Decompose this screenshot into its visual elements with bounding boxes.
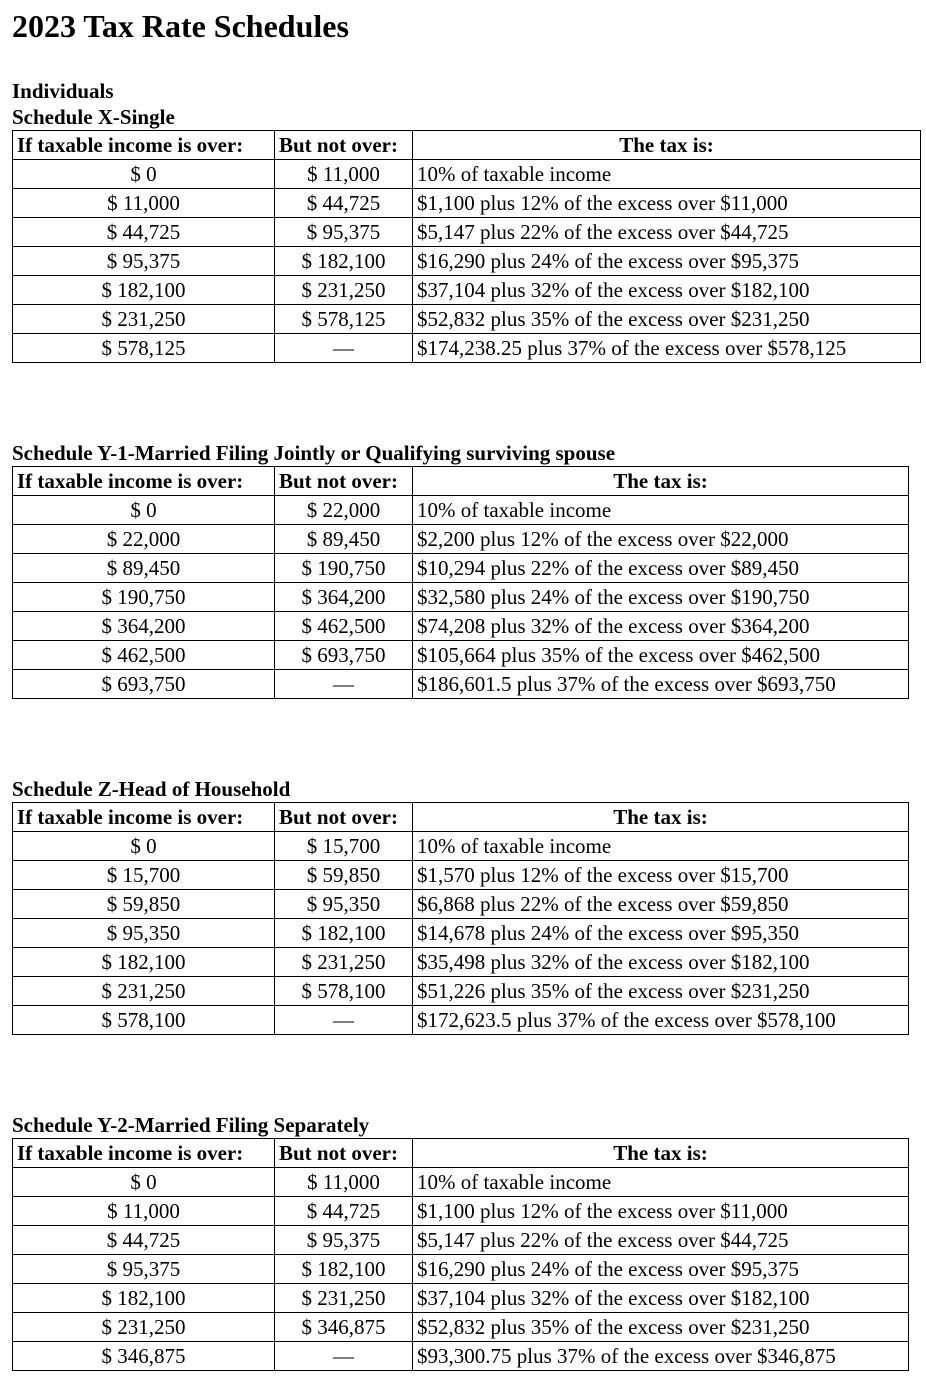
cell-not-over: — bbox=[275, 334, 413, 363]
cell-tax: $1,100 plus 12% of the excess over $11,000 bbox=[413, 189, 921, 218]
cell-not-over: — bbox=[275, 1006, 413, 1035]
cell-not-over: $ 182,100 bbox=[275, 1255, 413, 1284]
cell-tax: 10% of taxable income bbox=[413, 160, 921, 189]
table-row bbox=[13, 948, 909, 977]
cell-over: $ 15,700 bbox=[13, 861, 275, 890]
table-row bbox=[13, 305, 921, 334]
cell-not-over: $ 693,750 bbox=[275, 641, 413, 670]
cell-tax: 10% of taxable income bbox=[413, 496, 909, 525]
cell-not-over: $ 95,375 bbox=[275, 1226, 413, 1255]
cell-over: $ 182,100 bbox=[13, 1284, 275, 1313]
schedule-heading: Schedule Z-Head of Household bbox=[12, 777, 291, 801]
cell-tax: $186,601.5 plus 37% of the excess over $693,750 bbox=[413, 670, 909, 699]
cell-not-over: $ 231,250 bbox=[275, 276, 413, 305]
cell-not-over: $ 89,450 bbox=[275, 525, 413, 554]
cell-over: $ 364,200 bbox=[13, 612, 275, 641]
table-row bbox=[13, 160, 921, 189]
cell-over: $ 0 bbox=[13, 496, 275, 525]
cell-over: $ 59,850 bbox=[13, 890, 275, 919]
column-header-not-over: But not over: bbox=[275, 467, 413, 496]
table-header-row bbox=[13, 1139, 909, 1168]
cell-tax: $37,104 plus 32% of the excess over $182,100 bbox=[413, 276, 921, 305]
column-header-over: If taxable income is over: bbox=[13, 131, 275, 160]
cell-tax: 10% of taxable income bbox=[413, 1168, 909, 1197]
column-header-not-over: But not over: bbox=[275, 803, 413, 832]
cell-tax: $6,868 plus 22% of the excess over $59,850 bbox=[413, 890, 909, 919]
cell-not-over: $ 578,125 bbox=[275, 305, 413, 334]
table-row bbox=[13, 1313, 909, 1342]
table-row bbox=[13, 218, 921, 247]
table-row bbox=[13, 641, 909, 670]
cell-tax: $5,147 plus 22% of the excess over $44,725 bbox=[413, 218, 921, 247]
column-header-tax: The tax is: bbox=[413, 131, 921, 160]
cell-over: $ 231,250 bbox=[13, 977, 275, 1006]
table-row bbox=[13, 554, 909, 583]
cell-not-over: $ 44,725 bbox=[275, 1197, 413, 1226]
cell-over: $ 44,725 bbox=[13, 1226, 275, 1255]
cell-not-over: $ 364,200 bbox=[275, 583, 413, 612]
column-header-not-over: But not over: bbox=[275, 1139, 413, 1168]
table-row bbox=[13, 247, 921, 276]
cell-over: $ 89,450 bbox=[13, 554, 275, 583]
cell-not-over: $ 578,100 bbox=[275, 977, 413, 1006]
cell-over: $ 190,750 bbox=[13, 583, 275, 612]
schedule-table bbox=[12, 130, 921, 363]
cell-not-over: — bbox=[275, 1342, 413, 1371]
cell-over: $ 182,100 bbox=[13, 948, 275, 977]
cell-not-over: $ 462,500 bbox=[275, 612, 413, 641]
table-row bbox=[13, 1255, 909, 1284]
cell-over: $ 231,250 bbox=[13, 305, 275, 334]
cell-not-over: — bbox=[275, 670, 413, 699]
cell-not-over: $ 95,375 bbox=[275, 218, 413, 247]
table-row bbox=[13, 612, 909, 641]
schedule-y2-married-separately bbox=[12, 1112, 909, 1371]
section-subtitle: Individuals bbox=[12, 79, 114, 103]
table-row bbox=[13, 977, 909, 1006]
table-row bbox=[13, 832, 909, 861]
cell-tax: $35,498 plus 32% of the excess over $182,100 bbox=[413, 948, 909, 977]
table-row bbox=[13, 276, 921, 305]
cell-tax: $51,226 plus 35% of the excess over $231,250 bbox=[413, 977, 909, 1006]
cell-over: $ 462,500 bbox=[13, 641, 275, 670]
cell-over: $ 44,725 bbox=[13, 218, 275, 247]
cell-over: $ 95,375 bbox=[13, 1255, 275, 1284]
cell-over: $ 693,750 bbox=[13, 670, 275, 699]
cell-over: $ 95,350 bbox=[13, 919, 275, 948]
table-header-row bbox=[13, 131, 921, 160]
column-header-tax: The tax is: bbox=[413, 1139, 909, 1168]
column-header-tax: The tax is: bbox=[413, 467, 909, 496]
column-header-tax: The tax is: bbox=[413, 803, 909, 832]
table-row bbox=[13, 919, 909, 948]
table-row bbox=[13, 583, 909, 612]
schedule-y1-married-jointly bbox=[12, 440, 909, 699]
cell-tax: $52,832 plus 35% of the excess over $231,250 bbox=[413, 1313, 909, 1342]
cell-over: $ 95,375 bbox=[13, 247, 275, 276]
cell-not-over: $ 11,000 bbox=[275, 1168, 413, 1197]
cell-tax: $16,290 plus 24% of the excess over $95,375 bbox=[413, 247, 921, 276]
cell-over: $ 11,000 bbox=[13, 1197, 275, 1226]
cell-over: $ 11,000 bbox=[13, 189, 275, 218]
column-header-over: If taxable income is over: bbox=[13, 803, 275, 832]
schedule-table bbox=[12, 802, 909, 1035]
table-row bbox=[13, 189, 921, 218]
cell-not-over: $ 190,750 bbox=[275, 554, 413, 583]
cell-not-over: $ 11,000 bbox=[275, 160, 413, 189]
table-header-row bbox=[13, 803, 909, 832]
cell-not-over: $ 346,875 bbox=[275, 1313, 413, 1342]
cell-tax: $10,294 plus 22% of the excess over $89,450 bbox=[413, 554, 909, 583]
cell-tax: $74,208 plus 32% of the excess over $364,200 bbox=[413, 612, 909, 641]
table-row bbox=[13, 1006, 909, 1035]
cell-over: $ 578,100 bbox=[13, 1006, 275, 1035]
cell-tax: $37,104 plus 32% of the excess over $182,100 bbox=[413, 1284, 909, 1313]
cell-over: $ 346,875 bbox=[13, 1342, 275, 1371]
cell-tax: $93,300.75 plus 37% of the excess over $346,875 bbox=[413, 1342, 909, 1371]
table-row bbox=[13, 525, 909, 554]
cell-not-over: $ 44,725 bbox=[275, 189, 413, 218]
cell-not-over: $ 15,700 bbox=[275, 832, 413, 861]
schedule-table bbox=[12, 466, 909, 699]
cell-tax: $14,678 plus 24% of the excess over $95,350 bbox=[413, 919, 909, 948]
schedule-x-single bbox=[12, 104, 921, 363]
schedule-heading: Schedule Y-1-Married Filing Jointly or Qualifying surviving spouse bbox=[12, 441, 616, 465]
cell-over: $ 0 bbox=[13, 832, 275, 861]
cell-not-over: $ 231,250 bbox=[275, 1284, 413, 1313]
page-title: 2023 Tax Rate Schedules bbox=[12, 8, 349, 44]
column-header-over: If taxable income is over: bbox=[13, 1139, 275, 1168]
cell-tax: $172,623.5 plus 37% of the excess over $578,100 bbox=[413, 1006, 909, 1035]
table-row bbox=[13, 1168, 909, 1197]
cell-over: $ 578,125 bbox=[13, 334, 275, 363]
schedule-heading: Schedule X-Single bbox=[12, 105, 175, 129]
cell-tax: $1,570 plus 12% of the excess over $15,700 bbox=[413, 861, 909, 890]
cell-tax: $105,664 plus 35% of the excess over $462,500 bbox=[413, 641, 909, 670]
cell-tax: $5,147 plus 22% of the excess over $44,725 bbox=[413, 1226, 909, 1255]
cell-tax: $16,290 plus 24% of the excess over $95,375 bbox=[413, 1255, 909, 1284]
cell-not-over: $ 22,000 bbox=[275, 496, 413, 525]
cell-not-over: $ 231,250 bbox=[275, 948, 413, 977]
table-row bbox=[13, 1226, 909, 1255]
cell-tax: $174,238.25 plus 37% of the excess over $578,125 bbox=[413, 334, 921, 363]
cell-tax: $52,832 plus 35% of the excess over $231,250 bbox=[413, 305, 921, 334]
cell-over: $ 22,000 bbox=[13, 525, 275, 554]
column-header-over: If taxable income is over: bbox=[13, 467, 275, 496]
column-header-not-over: But not over: bbox=[275, 131, 413, 160]
cell-not-over: $ 182,100 bbox=[275, 247, 413, 276]
cell-tax: $2,200 plus 12% of the excess over $22,000 bbox=[413, 525, 909, 554]
cell-over: $ 0 bbox=[13, 1168, 275, 1197]
table-row bbox=[13, 861, 909, 890]
table-row bbox=[13, 890, 909, 919]
cell-over: $ 231,250 bbox=[13, 1313, 275, 1342]
table-header-row bbox=[13, 467, 909, 496]
cell-not-over: $ 59,850 bbox=[275, 861, 413, 890]
table-row bbox=[13, 334, 921, 363]
schedule-table bbox=[12, 1138, 909, 1371]
table-row bbox=[13, 496, 909, 525]
cell-tax: $32,580 plus 24% of the excess over $190,750 bbox=[413, 583, 909, 612]
table-row bbox=[13, 1284, 909, 1313]
table-row bbox=[13, 1197, 909, 1226]
cell-tax: 10% of taxable income bbox=[413, 832, 909, 861]
cell-not-over: $ 182,100 bbox=[275, 919, 413, 948]
cell-over: $ 182,100 bbox=[13, 276, 275, 305]
cell-tax: $1,100 plus 12% of the excess over $11,000 bbox=[413, 1197, 909, 1226]
table-row bbox=[13, 670, 909, 699]
schedule-heading: Schedule Y-2-Married Filing Separately bbox=[12, 1113, 370, 1137]
cell-not-over: $ 95,350 bbox=[275, 890, 413, 919]
cell-over: $ 0 bbox=[13, 160, 275, 189]
table-row bbox=[13, 1342, 909, 1371]
schedule-z-head-of-household bbox=[12, 776, 909, 1035]
